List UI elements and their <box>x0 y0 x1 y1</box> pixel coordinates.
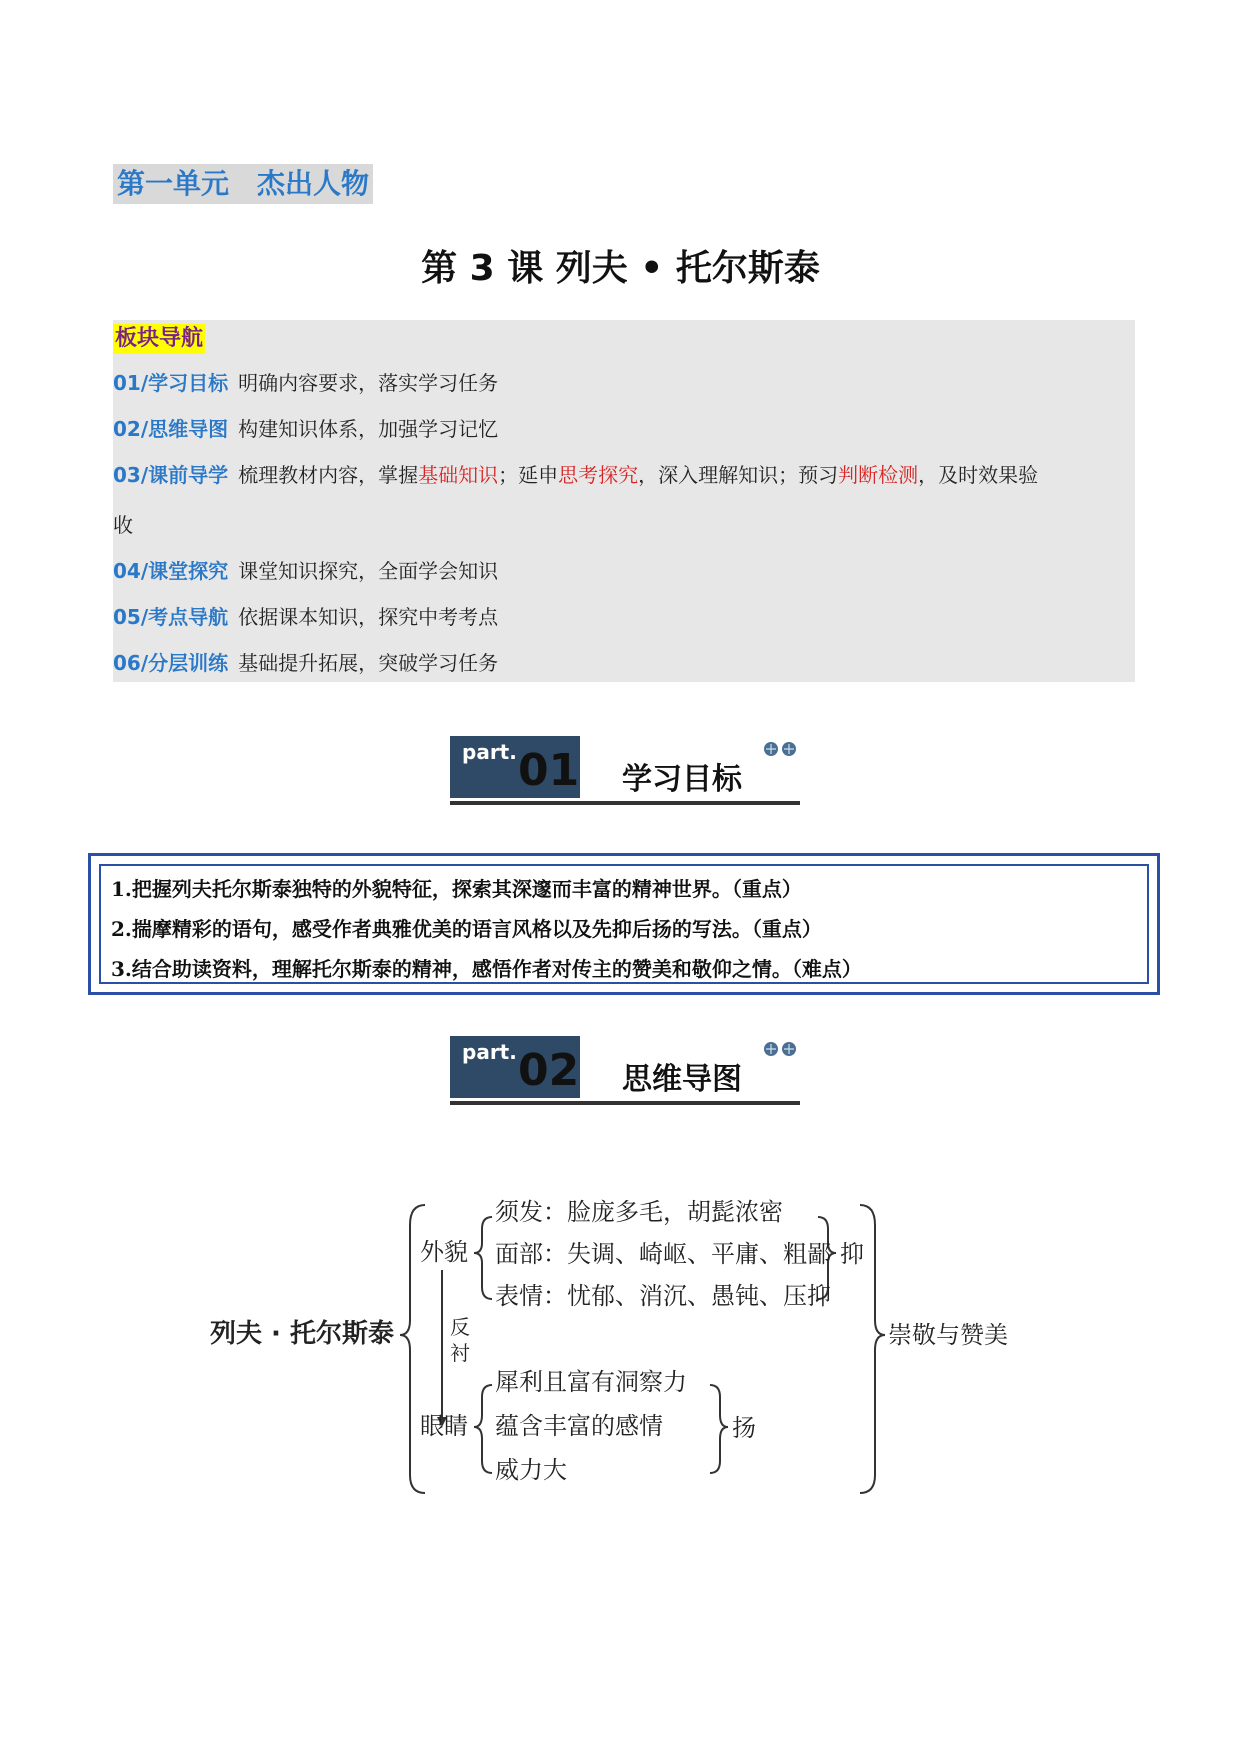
goal-item: 1.把握列夫托尔斯泰独特的外貌特征，探索其深邃而丰富的精神世界。（重点） <box>111 877 802 901</box>
nav-text: ，及时效果验 <box>918 463 1039 487</box>
nav-text: 明确内容要求，落实学习任务 <box>238 371 499 395</box>
nav-highlight: 思考探究 <box>558 463 639 487</box>
part-underline <box>450 1101 800 1105</box>
mind-map-eyes: 眼睛 <box>420 1412 468 1440</box>
nav-code: 04/课堂探究 <box>113 559 229 583</box>
nav-highlight: 判断检测 <box>838 463 919 487</box>
nav-text: 课堂知识探究，全面学会知识 <box>238 559 499 583</box>
mind-map <box>210 1195 1140 1505</box>
mind-map-suppress: 抑 <box>840 1240 864 1268</box>
unit-label: 第一单元 杰出人物 <box>113 164 373 204</box>
nav-text: 构建知识体系，加强学习记忆 <box>238 417 499 441</box>
part-01-header <box>450 736 800 806</box>
nav-item-2 <box>113 406 1133 452</box>
mind-map-eye-1: 犀利且富有洞察力 <box>495 1368 687 1396</box>
decorative-dots-icon <box>763 740 799 758</box>
part-underline <box>450 801 800 805</box>
nav-item-5 <box>113 594 1133 640</box>
nav-text: 收 <box>113 513 133 537</box>
nav-item-1 <box>113 360 1133 406</box>
mind-map-appearance: 外貌 <box>420 1238 468 1266</box>
learning-goals-box <box>88 853 1160 995</box>
mind-map-contrast-1: 反 <box>450 1315 470 1339</box>
lesson-title: 第 3 课 列夫 • 托尔斯泰 <box>421 248 820 289</box>
nav-text: ，深入理解知识；预习 <box>638 463 839 487</box>
nav-code: 06/分层训练 <box>113 651 229 675</box>
nav-code: 01/学习目标 <box>113 371 229 395</box>
mind-map-eye-2: 蕴含丰富的感情 <box>495 1412 663 1440</box>
nav-item-3-wrap <box>113 502 1133 548</box>
mind-map-hair: 须发：脸庞多毛，胡髭浓密 <box>495 1198 783 1226</box>
mind-map-expression: 表情：忧郁、消沉、愚钝、压抑 <box>495 1282 831 1310</box>
nav-item-3 <box>113 452 1133 498</box>
part-title: 思维导图 <box>622 1062 742 1097</box>
part-02-header <box>450 1036 800 1106</box>
nav-text: 依据课本知识，探究中考考点 <box>238 605 499 629</box>
nav-highlight: 基础知识 <box>418 463 499 487</box>
part-number: 01 <box>518 745 580 796</box>
part-number: 02 <box>518 1045 580 1096</box>
nav-item-6 <box>113 640 1133 686</box>
mind-map-conclusion: 崇敬与赞美 <box>888 1321 1008 1349</box>
mind-map-eye-3: 威力大 <box>495 1456 567 1484</box>
nav-text: 基础提升拓展，突破学习任务 <box>238 651 499 675</box>
part-title: 学习目标 <box>622 762 742 797</box>
part-tag-text: part. <box>462 740 517 764</box>
mind-map-contrast-2: 衬 <box>450 1341 470 1365</box>
nav-code: 02/思维导图 <box>113 417 229 441</box>
nav-text: 梳理教材内容，掌握 <box>238 463 419 487</box>
decorative-dots-icon <box>763 1040 799 1058</box>
nav-code: 05/考点导航 <box>113 605 229 629</box>
nav-text: ；延申 <box>498 463 559 487</box>
nav-item-4 <box>113 548 1133 594</box>
goal-item: 3.结合助读资料，理解托尔斯泰的精神，感悟作者对传主的赞美和敬仰之情。（难点） <box>111 957 862 981</box>
mind-map-root: 列夫 · 托尔斯泰 <box>210 1319 394 1349</box>
nav-code: 03/课前导学 <box>113 463 229 487</box>
learning-goals-inner <box>99 864 1149 984</box>
mind-map-face: 面部：失调、崎岖、平庸、粗鄙 <box>495 1240 831 1268</box>
goal-item: 2.揣摩精彩的语句，感受作者典雅优美的语言风格以及先抑后扬的写法。（重点） <box>111 917 822 941</box>
nav-heading: 板块导航 <box>113 324 205 354</box>
part-tag-text: part. <box>462 1040 517 1064</box>
mind-map-raise: 扬 <box>732 1414 756 1442</box>
